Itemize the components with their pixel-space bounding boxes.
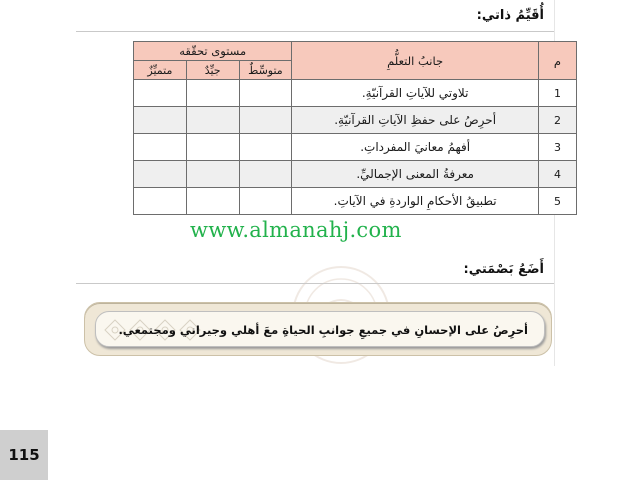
cell-good[interactable] [186,188,239,215]
cell-average[interactable] [239,188,292,215]
cell-excellent[interactable] [134,161,187,188]
column-header-excellent: متميِّزٌ [134,61,187,80]
cell-good[interactable] [186,107,239,134]
cell-average[interactable] [239,161,292,188]
row-number: 3 [538,134,576,161]
row-number: 4 [538,161,576,188]
table-row [134,134,577,161]
row-number: 5 [538,188,576,215]
row-aspect: تطبيقُ الأحكامِ الواردةِ في الآياتِ. [292,188,539,215]
row-number: 2 [538,107,576,134]
column-header-learning-aspect: جانبُ التعلُّمِ [292,42,539,80]
cell-average[interactable] [239,134,292,161]
my-imprint-heading: أَضَعُ بَصْمَتي: [463,262,544,277]
page-number: 115 [8,446,40,464]
page-number-box [0,430,48,480]
banner-inner [95,311,545,347]
cell-excellent[interactable] [134,188,187,215]
cell-average[interactable] [239,80,292,107]
row-aspect: تلاوتي للآياتِ القرآنيّةِ. [292,80,539,107]
cell-excellent[interactable] [134,134,187,161]
table-row [134,107,577,134]
cell-good[interactable] [186,161,239,188]
website-watermark: www.almanahj.com [190,218,402,242]
cell-average[interactable] [239,107,292,134]
table-row [134,161,577,188]
column-header-level-group: مستوى تحقّقه [134,42,292,61]
column-header-good: جيِّدٌ [186,61,239,80]
heading-divider [76,31,554,32]
cell-good[interactable] [186,80,239,107]
table-row [134,80,577,107]
row-number: 1 [538,80,576,107]
row-aspect: معرفةُ المعنى الإجماليِّ. [292,161,539,188]
row-aspect: أفهمُ معانيَ المفرداتِ. [292,134,539,161]
value-banner [84,302,552,356]
column-header-average: متوسِّطٌ [239,61,292,80]
cell-good[interactable] [186,134,239,161]
page-panel [76,0,562,366]
section-divider [76,283,554,284]
banner-text: أحرِصُ على الإحسانِ في جميعِ جوانبِ الحياةِ معَ أهلي وجيراني ومجتمعي. [118,323,528,337]
cell-excellent[interactable] [134,80,187,107]
row-aspect: أحرِصُ على حفظِ الآياتِ القرآنيّةِ. [292,107,539,134]
self-assessment-heading: أُقَيِّمُ ذاتي: [476,8,544,23]
column-header-number: م [538,42,576,80]
table-row [134,188,577,215]
self-assessment-table [133,41,577,215]
cell-excellent[interactable] [134,107,187,134]
